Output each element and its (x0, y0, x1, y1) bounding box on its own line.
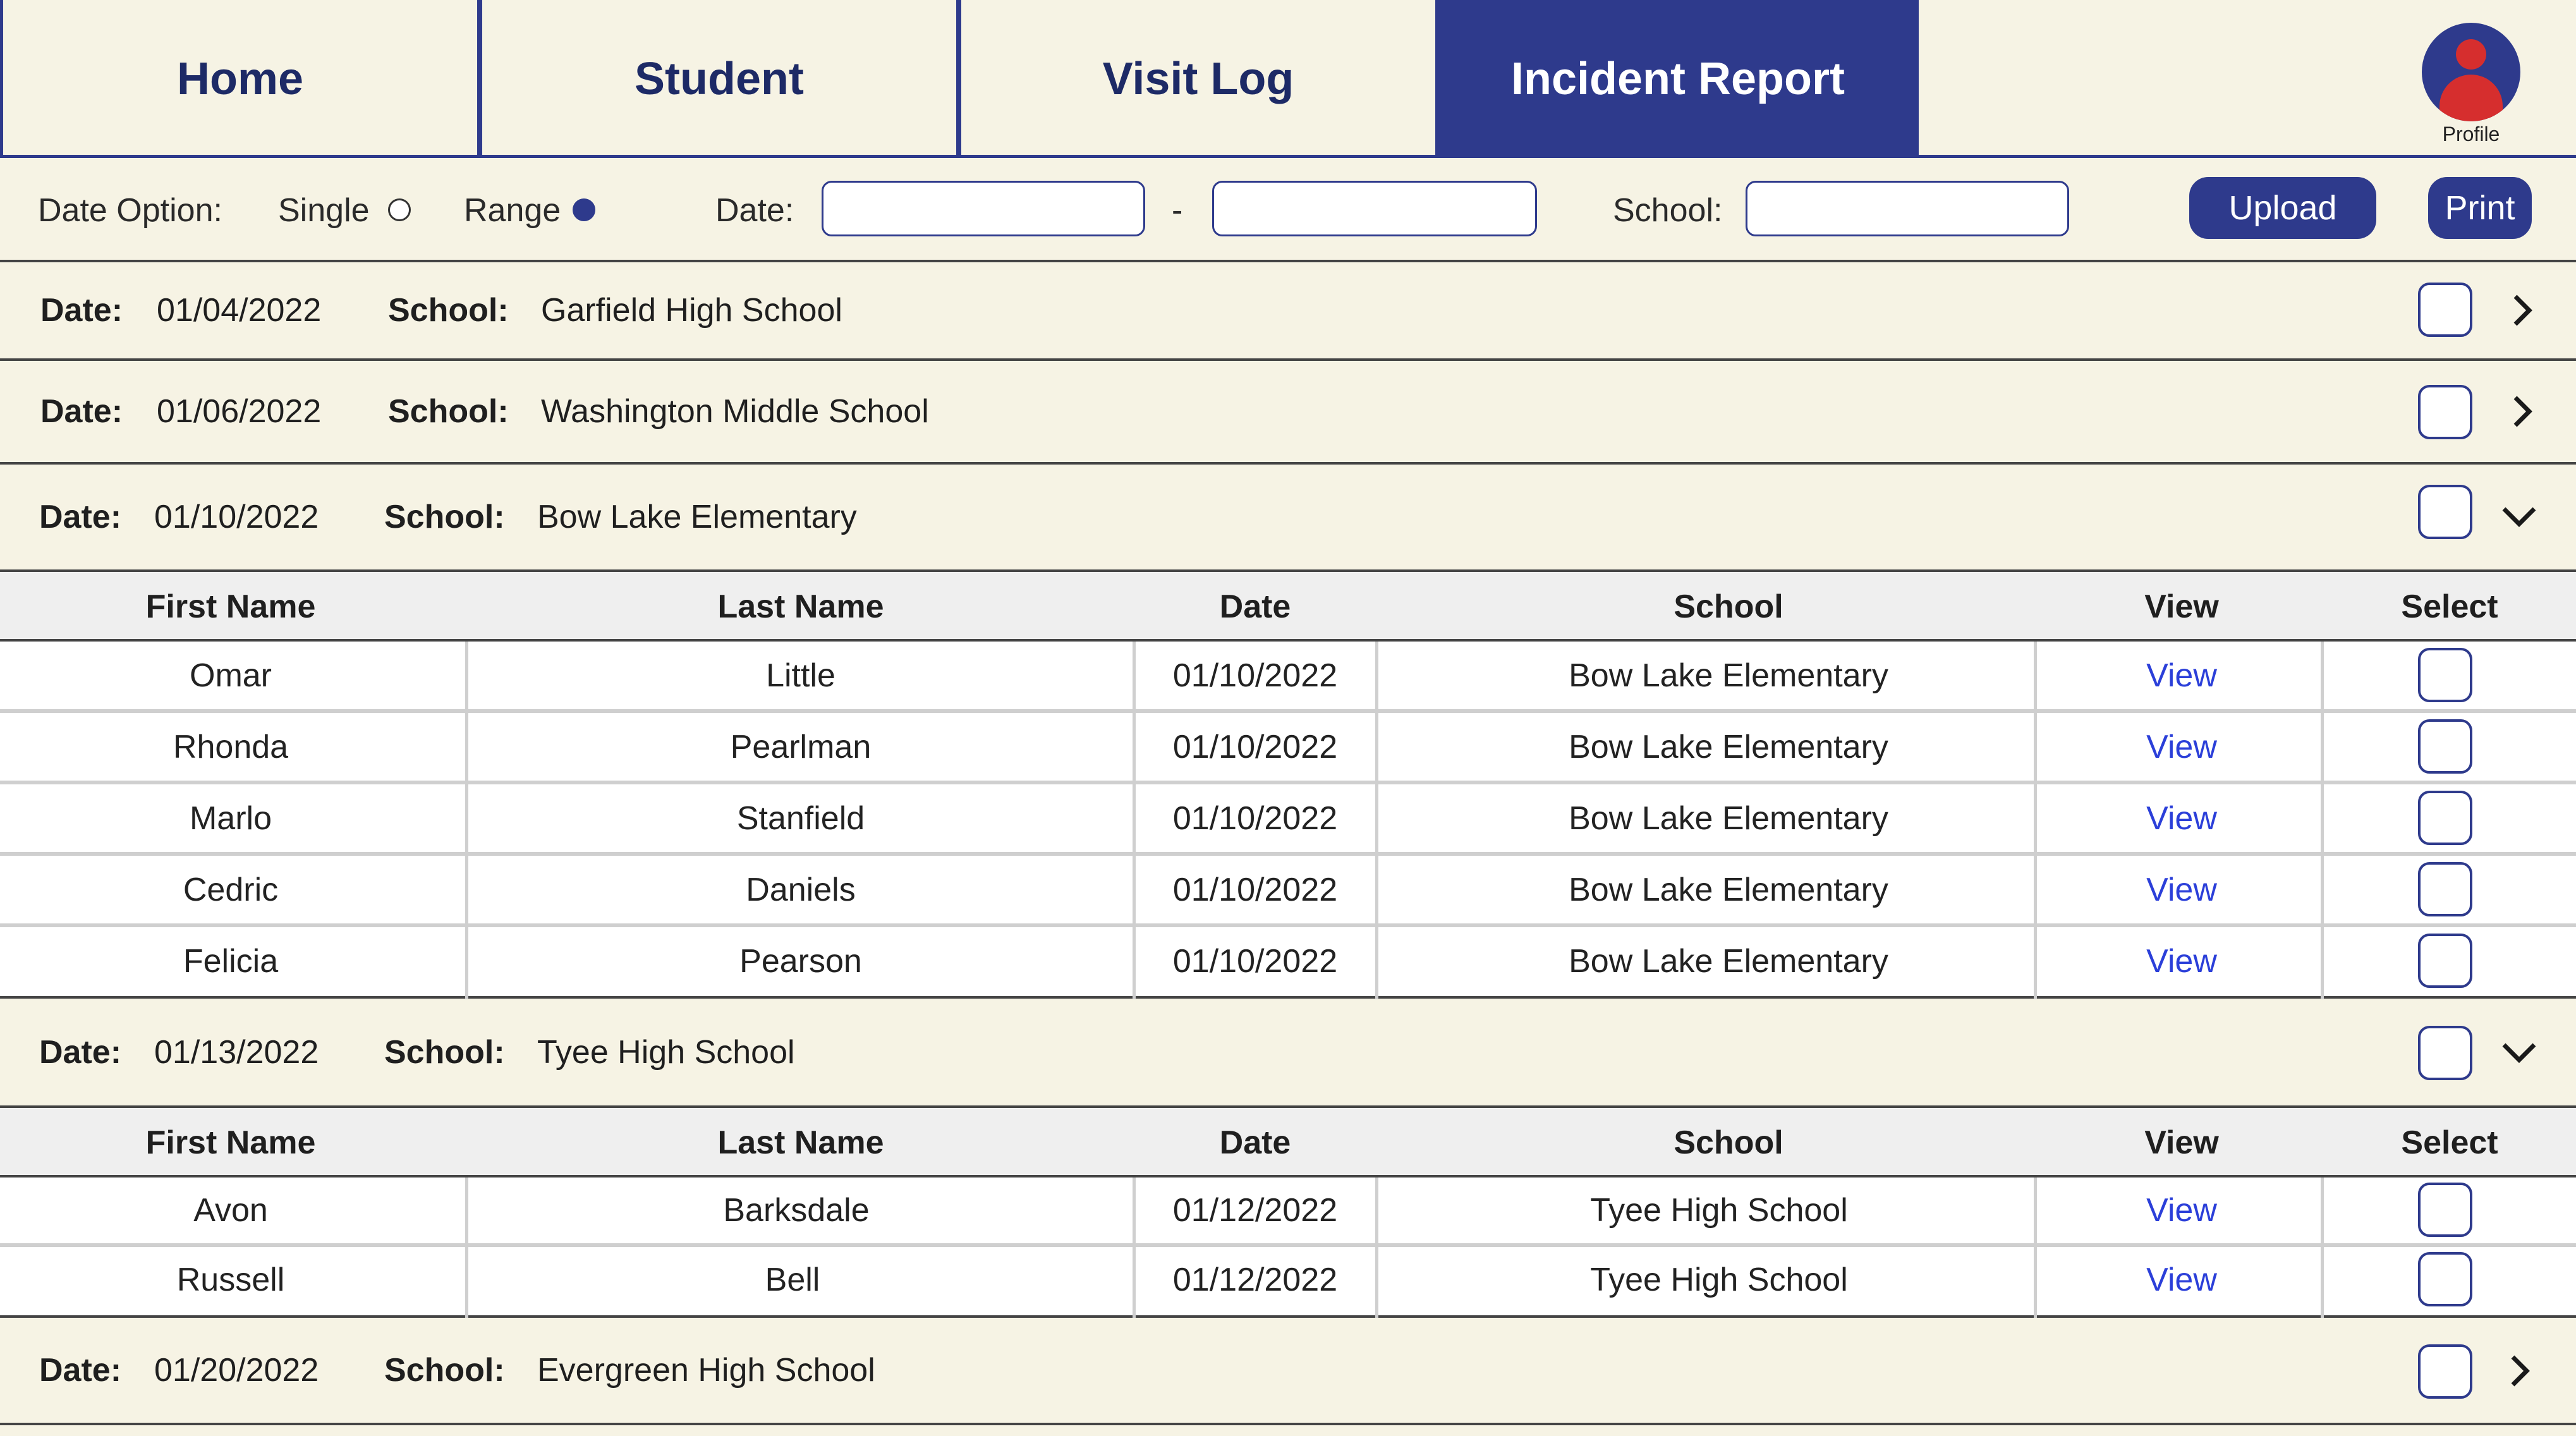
view-link[interactable]: View (2146, 1262, 2217, 1298)
table-header (0, 1105, 2576, 1177)
cell-last-name: Little (766, 657, 835, 694)
view-link[interactable]: View (2146, 871, 2217, 908)
group-date-label: Date: (40, 393, 123, 430)
group-date-value: 01/10/2022 (154, 499, 319, 535)
view-link[interactable]: View (2146, 800, 2217, 837)
column-divider (2321, 1177, 2324, 1318)
incident-table (0, 1105, 2576, 1318)
date-range-dash: - (1172, 192, 1183, 229)
cell-school: Tyee High School (1590, 1192, 1848, 1229)
cell-last-name: Bell (765, 1262, 820, 1298)
cell-date: 01/10/2022 (1172, 871, 1338, 908)
table-row (0, 856, 2576, 927)
cell-date: 01/12/2022 (1172, 1192, 1338, 1229)
single-radio[interactable] (388, 198, 411, 221)
profile-label: Profile (2442, 123, 2500, 145)
avatar-body-icon (2439, 75, 2503, 121)
incident-table (0, 569, 2576, 999)
group-date-label: Date: (39, 1034, 122, 1071)
col-last-name: Last Name (717, 1124, 884, 1161)
col-last-name: Last Name (717, 588, 884, 625)
group-select-checkbox[interactable] (2418, 485, 2472, 539)
cell-school: Tyee High School (1590, 1262, 1848, 1298)
table-header (0, 569, 2576, 642)
view-link[interactable]: View (2146, 1192, 2217, 1229)
cell-last-name: Pearson (739, 942, 862, 980)
chevron-down-icon[interactable] (2500, 497, 2538, 535)
chevron-right-icon[interactable] (2503, 392, 2541, 430)
group-date-value: 01/06/2022 (157, 393, 322, 430)
group-school-value: Bow Lake Elementary (537, 499, 857, 535)
date-to-input[interactable] (1212, 181, 1537, 236)
group-school-label: School: (384, 1034, 505, 1071)
column-divider (2034, 642, 2037, 999)
col-view: View (2144, 588, 2219, 625)
cell-date: 01/10/2022 (1172, 657, 1338, 694)
cell-school: Bow Lake Elementary (1569, 871, 1888, 908)
avatar (2422, 23, 2520, 121)
tab-student[interactable]: Student (479, 0, 959, 158)
group-date-value: 01/13/2022 (154, 1034, 319, 1071)
table-row (0, 713, 2576, 784)
table-row (0, 1177, 2576, 1247)
chevron-right-icon[interactable] (2500, 1352, 2538, 1390)
group-select-checkbox[interactable] (2418, 1026, 2472, 1080)
cell-last-name: Stanfield (736, 800, 865, 837)
cell-first-name: Felicia (183, 942, 279, 980)
col-school: School (1674, 1124, 1783, 1161)
group-select-checkbox[interactable] (2418, 1344, 2472, 1399)
col-first-name: First Name (145, 1124, 316, 1161)
group-row[interactable] (0, 262, 2576, 361)
group-date-label: Date: (39, 499, 122, 535)
group-row[interactable] (0, 999, 2576, 1105)
column-divider (2034, 1177, 2037, 1318)
tab-incident-report[interactable]: Incident Report (1437, 0, 1919, 158)
column-divider (1133, 642, 1136, 999)
cell-school: Bow Lake Elementary (1569, 728, 1888, 765)
tab-visit-log[interactable]: Visit Log (958, 0, 1438, 158)
group-row[interactable] (0, 465, 2576, 569)
column-divider (1375, 642, 1378, 999)
cell-school: Bow Lake Elementary (1569, 657, 1888, 694)
group-row[interactable] (0, 1318, 2576, 1425)
profile-button[interactable] (2418, 23, 2524, 149)
date-option-label: Date Option: (38, 192, 222, 229)
group-select-checkbox[interactable] (2418, 385, 2472, 439)
group-select-checkbox[interactable] (2418, 283, 2472, 337)
col-date: Date (1219, 1124, 1291, 1161)
view-link[interactable]: View (2146, 942, 2217, 980)
cell-first-name: Marlo (189, 800, 272, 837)
col-select: Select (2401, 1124, 2498, 1161)
view-link[interactable]: View (2146, 657, 2217, 694)
group-date-label: Date: (40, 292, 123, 329)
range-option-label[interactable]: Range (464, 192, 561, 229)
cell-date: 01/10/2022 (1172, 800, 1338, 837)
group-date-value: 01/04/2022 (157, 292, 322, 329)
column-divider (465, 642, 468, 999)
cell-first-name: Omar (190, 657, 272, 694)
row-select-checkbox[interactable] (2418, 791, 2472, 845)
date-filter-label: Date: (715, 192, 794, 229)
group-school-label: School: (384, 1352, 505, 1389)
cell-last-name: Daniels (746, 871, 856, 908)
table-row (0, 927, 2576, 999)
avatar-head-icon (2456, 39, 2486, 70)
group-school-label: School: (384, 499, 505, 535)
tab-home[interactable]: Home (0, 0, 480, 158)
row-select-checkbox[interactable] (2418, 934, 2472, 988)
group-school-value: Evergreen High School (537, 1352, 875, 1389)
row-select-checkbox[interactable] (2418, 1252, 2472, 1306)
column-divider (1133, 1177, 1136, 1318)
chevron-down-icon[interactable] (2500, 1033, 2538, 1071)
cell-first-name: Avon (193, 1192, 268, 1229)
group-school-value: Tyee High School (537, 1034, 795, 1071)
col-first-name: First Name (145, 588, 316, 625)
cell-first-name: Russell (176, 1262, 285, 1298)
group-row[interactable] (0, 361, 2576, 465)
view-link[interactable]: View (2146, 728, 2217, 765)
cell-date: 01/12/2022 (1172, 1262, 1338, 1298)
cell-school: Bow Lake Elementary (1569, 942, 1888, 980)
cell-first-name: Cedric (183, 871, 279, 908)
single-option-label[interactable]: Single (278, 192, 370, 229)
school-input[interactable] (1746, 181, 2069, 236)
upload-button[interactable]: Upload (2189, 177, 2376, 239)
row-select-checkbox[interactable] (2418, 862, 2472, 916)
school-filter-label: School: (1613, 192, 1723, 229)
cell-first-name: Rhonda (173, 728, 289, 765)
column-divider (465, 1177, 468, 1318)
group-date-value: 01/20/2022 (154, 1352, 319, 1389)
group-school-label: School: (388, 292, 509, 329)
date-from-input[interactable] (822, 181, 1145, 236)
filter-bar (0, 158, 2576, 262)
column-divider (1375, 1177, 1378, 1318)
group-school-label: School: (388, 393, 509, 430)
col-select: Select (2401, 588, 2498, 625)
col-view: View (2144, 1124, 2219, 1161)
cell-last-name: Barksdale (723, 1192, 870, 1229)
table-row (0, 1247, 2576, 1318)
col-school: School (1674, 588, 1783, 625)
row-select-checkbox[interactable] (2418, 648, 2472, 702)
cell-last-name: Pearlman (730, 728, 872, 765)
group-date-label: Date: (39, 1352, 122, 1389)
group-school-value: Garfield High School (541, 292, 842, 329)
print-button[interactable]: Print (2428, 177, 2532, 239)
cell-date: 01/10/2022 (1172, 728, 1338, 765)
col-date: Date (1219, 588, 1291, 625)
group-school-value: Washington Middle School (541, 393, 929, 430)
cell-school: Bow Lake Elementary (1569, 800, 1888, 837)
table-row (0, 784, 2576, 856)
top-nav (0, 0, 2576, 158)
column-divider (2321, 642, 2324, 999)
range-radio[interactable] (573, 198, 595, 221)
chevron-right-icon[interactable] (2503, 291, 2541, 329)
cell-date: 01/10/2022 (1172, 942, 1338, 980)
table-row (0, 642, 2576, 713)
row-select-checkbox[interactable] (2418, 1183, 2472, 1237)
row-select-checkbox[interactable] (2418, 719, 2472, 774)
